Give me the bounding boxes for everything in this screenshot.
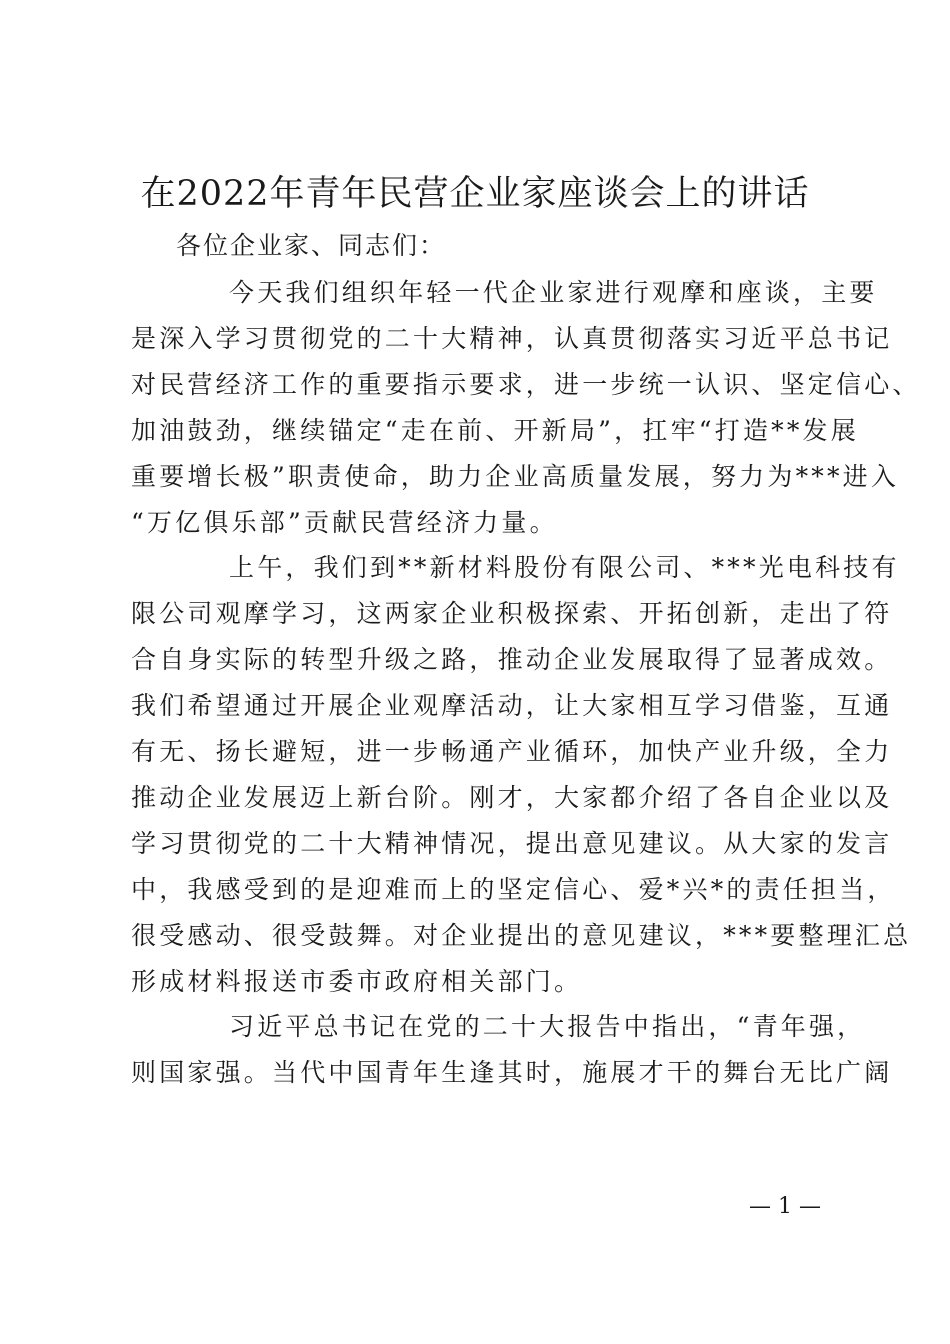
paragraph-1 <box>131 270 921 546</box>
paragraph-line: 重要增长极”职责使命，助力企业高质量发展，努力为***进入 <box>131 462 900 491</box>
paragraph-line: 形成材料报送市委市政府相关部门。 <box>131 967 583 996</box>
document-title: 在2022年青年民营企业家座谈会上的讲话 <box>140 174 810 214</box>
paragraph-line: 有无、扬长避短，进一步畅通产业循环，加快产业升级，全力 <box>131 737 893 766</box>
paragraph-line: 限公司观摩学习，这两家企业积极探索、开拓创新，走出了符 <box>131 599 893 628</box>
paragraph-line: 加油鼓劲，继续锚定“走在前、开新局”，扛牢“打造**发展 <box>131 416 859 445</box>
paragraph-line: 很受感动、很受鼓舞。对企业提出的意见建议，***要整理汇总 <box>131 921 912 950</box>
paragraph-line: 上午，我们到**新材料股份有限公司、***光电科技有 <box>229 553 900 582</box>
paragraph-line: “万亿俱乐部”贡献民营经济力量。 <box>131 508 558 537</box>
salutation: 各位企业家、同志们： <box>176 231 447 260</box>
paragraph-line: 合自身实际的转型升级之路，推动企业发展取得了显著成效。 <box>131 645 893 674</box>
paragraph-line: 对民营经济工作的重要指示要求，进一步统一认识、坚定信心、 <box>131 370 921 399</box>
paragraph-3 <box>131 1004 893 1096</box>
paragraph-line: 学习贯彻党的二十大精神情况，提出意见建议。从大家的发言 <box>131 829 893 858</box>
paragraph-line: 是深入学习贯彻党的二十大精神，认真贯彻落实习近平总书记 <box>131 324 893 353</box>
paragraph-2 <box>131 545 912 1005</box>
page-number: — 1 — <box>749 1194 821 1219</box>
paragraph-line: 中，我感受到的是迎难而上的坚定信心、爱*兴*的责任担当， <box>131 875 896 904</box>
paragraph-line: 推动企业发展迈上新台阶。刚才，大家都介绍了各自企业以及 <box>131 783 893 812</box>
paragraph-line: 今天我们组织年轻一代企业家进行观摩和座谈，主要 <box>229 278 878 307</box>
paragraph-line: 习近平总书记在党的二十大报告中指出，“青年强， <box>229 1012 866 1041</box>
paragraph-line: 我们希望通过开展企业观摩活动，让大家相互学习借鉴，互通 <box>131 691 893 720</box>
paragraph-line: 则国家强。当代中国青年生逢其时，施展才干的舞台无比广阔 <box>131 1058 893 1087</box>
